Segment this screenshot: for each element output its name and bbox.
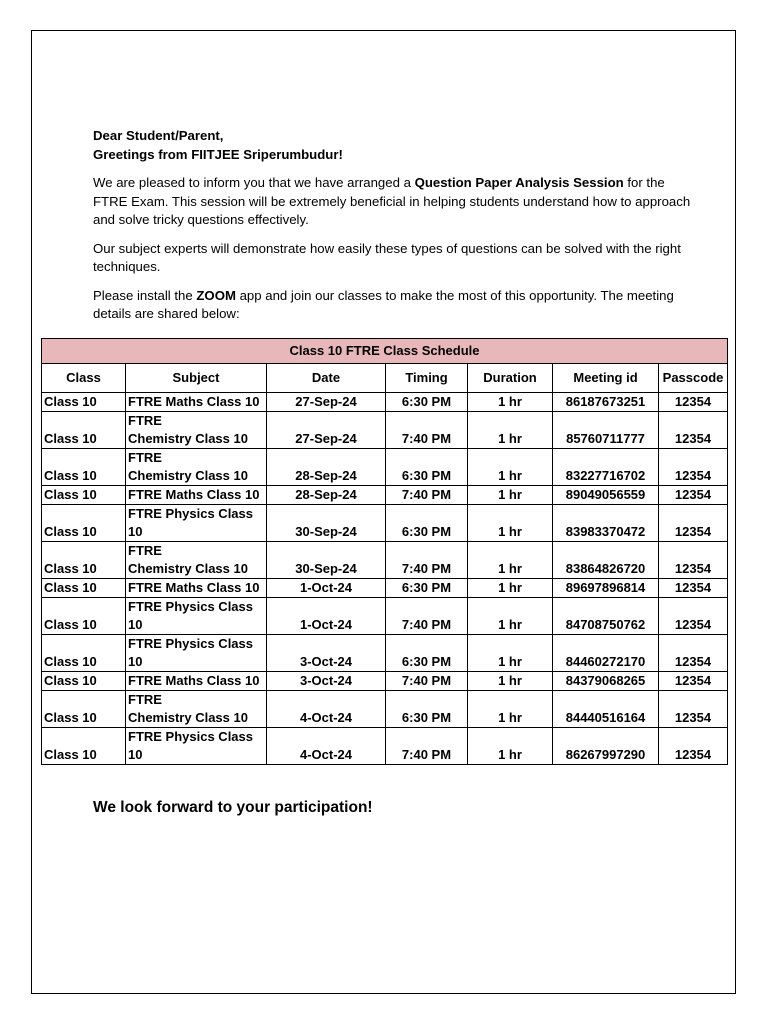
duration-cell: 1 hr (468, 393, 553, 412)
subject-cell: FTRE Maths Class 10 (126, 579, 267, 598)
date-cell: 30-Sep-24 (267, 505, 386, 542)
timing-cell: 7:40 PM (386, 728, 468, 765)
table-row (42, 486, 728, 505)
timing-cell: 6:30 PM (386, 505, 468, 542)
meeting-id-cell: 84440516164 (553, 691, 659, 728)
timing-cell: 7:40 PM (386, 672, 468, 691)
header-subject: Subject (126, 364, 267, 393)
passcode-cell: 12354 (659, 598, 728, 635)
class-cell: Class 10 (42, 635, 126, 672)
subject-cell: FTRE Maths Class 10 (126, 672, 267, 691)
table-row (42, 505, 728, 542)
class-cell: Class 10 (42, 542, 126, 579)
duration-cell: 1 hr (468, 486, 553, 505)
zoom-app-name: ZOOM (196, 287, 236, 303)
header-date: Date (267, 364, 386, 393)
timing-cell: 7:40 PM (386, 542, 468, 579)
passcode-cell: 12354 (659, 449, 728, 486)
date-cell: 27-Sep-24 (267, 412, 386, 449)
date-cell: 28-Sep-24 (267, 449, 386, 486)
subject-cell: FTRE Chemistry Class 10 (126, 412, 267, 449)
header-meeting-id: Meeting id (553, 364, 659, 393)
closing-line: We look forward to your participation! (93, 799, 373, 816)
meeting-id-cell: 85760711777 (553, 412, 659, 449)
schedule-body (42, 393, 728, 765)
schedule-table (41, 338, 728, 765)
subject-cell: FTRE Chemistry Class 10 (126, 691, 267, 728)
duration-cell: 1 hr (468, 691, 553, 728)
passcode-cell: 12354 (659, 505, 728, 542)
timing-cell: 6:30 PM (386, 393, 468, 412)
table-row (42, 691, 728, 728)
meeting-id-cell: 83983370472 (553, 505, 659, 542)
header-duration: Duration (468, 364, 553, 393)
paragraph-experts: Our subject experts will demonstrate how easily these types of questions can be solved with the right techniques. (93, 240, 681, 274)
table-row (42, 393, 728, 412)
meeting-id-cell: 83227716702 (553, 449, 659, 486)
passcode-cell: 12354 (659, 691, 728, 728)
paragraph-intro: We are pleased to inform you that we have arranged a Question Paper Analysis Session for the FTRE Exam. This session will be extremely beneficial in helping students understand how to approach and solve tricky questions effectively. (93, 175, 691, 227)
meeting-id-cell: 86187673251 (553, 393, 659, 412)
timing-cell: 6:30 PM (386, 449, 468, 486)
letter-body (93, 127, 693, 334)
subject-cell: FTRE Maths Class 10 (126, 486, 267, 505)
table-row (42, 728, 728, 765)
class-cell: Class 10 (42, 691, 126, 728)
timing-cell: 6:30 PM (386, 635, 468, 672)
duration-cell: 1 hr (468, 412, 553, 449)
meeting-id-cell: 84460272170 (553, 635, 659, 672)
subject-cell: FTRE Physics Class 10 (126, 635, 267, 672)
class-cell: Class 10 (42, 505, 126, 542)
table-row (42, 542, 728, 579)
duration-cell: 1 hr (468, 579, 553, 598)
session-name: Question Paper Analysis Session (414, 175, 624, 190)
header-passcode: Passcode (659, 364, 728, 393)
meeting-id-cell: 89697896814 (553, 579, 659, 598)
header-timing: Timing (386, 364, 468, 393)
timing-cell: 7:40 PM (386, 486, 468, 505)
passcode-cell: 12354 (659, 579, 728, 598)
table-row (42, 598, 728, 635)
passcode-cell: 12354 (659, 486, 728, 505)
meeting-id-cell: 86267997290 (553, 728, 659, 765)
table-row (42, 635, 728, 672)
passcode-cell: 12354 (659, 728, 728, 765)
subject-cell: FTRE Chemistry Class 10 (126, 542, 267, 579)
duration-cell: 1 hr (468, 598, 553, 635)
class-cell: Class 10 (42, 672, 126, 691)
subject-cell: FTRE Physics Class 10 (126, 598, 267, 635)
date-cell: 4-Oct-24 (267, 728, 386, 765)
date-cell: 1-Oct-24 (267, 598, 386, 635)
date-cell: 1-Oct-24 (267, 579, 386, 598)
timing-cell: 7:40 PM (386, 598, 468, 635)
passcode-cell: 12354 (659, 635, 728, 672)
meeting-id-cell: 83864826720 (553, 542, 659, 579)
timing-cell: 7:40 PM (386, 412, 468, 449)
class-cell: Class 10 (42, 486, 126, 505)
duration-cell: 1 hr (468, 672, 553, 691)
passcode-cell: 12354 (659, 542, 728, 579)
date-cell: 4-Oct-24 (267, 691, 386, 728)
table-row (42, 449, 728, 486)
date-cell: 30-Sep-24 (267, 542, 386, 579)
duration-cell: 1 hr (468, 635, 553, 672)
table-row (42, 579, 728, 598)
date-cell: 3-Oct-24 (267, 672, 386, 691)
meeting-id-cell: 84708750762 (553, 598, 659, 635)
timing-cell: 6:30 PM (386, 691, 468, 728)
date-cell: 3-Oct-24 (267, 635, 386, 672)
passcode-cell: 12354 (659, 412, 728, 449)
table-row (42, 412, 728, 449)
greeting-line: Greetings from FIITJEE Sriperumbudur! (93, 146, 343, 162)
class-cell: Class 10 (42, 393, 126, 412)
duration-cell: 1 hr (468, 728, 553, 765)
passcode-cell: 12354 (659, 393, 728, 412)
date-cell: 28-Sep-24 (267, 486, 386, 505)
subject-cell: FTRE Physics Class 10 (126, 728, 267, 765)
class-cell: Class 10 (42, 412, 126, 449)
passcode-cell: 12354 (659, 672, 728, 691)
duration-cell: 1 hr (468, 505, 553, 542)
duration-cell: 1 hr (468, 449, 553, 486)
meeting-id-cell: 84379068265 (553, 672, 659, 691)
subject-cell: FTRE Chemistry Class 10 (126, 449, 267, 486)
class-cell: Class 10 (42, 449, 126, 486)
schedule-title: Class 10 FTRE Class Schedule (42, 339, 728, 364)
subject-cell: FTRE Maths Class 10 (126, 393, 267, 412)
class-cell: Class 10 (42, 579, 126, 598)
paragraph-zoom: Please install the ZOOM app and join our classes to make the most of this opportunity. The meeting details are shared below: (93, 287, 674, 321)
duration-cell: 1 hr (468, 542, 553, 579)
meeting-id-cell: 89049056559 (553, 486, 659, 505)
date-cell: 27-Sep-24 (267, 393, 386, 412)
table-row (42, 672, 728, 691)
timing-cell: 6:30 PM (386, 579, 468, 598)
letter-greeting (93, 127, 693, 164)
salutation: Dear Student/Parent, (93, 128, 224, 143)
class-cell: Class 10 (42, 598, 126, 635)
subject-cell: FTRE Physics Class 10 (126, 505, 267, 542)
header-row (42, 364, 728, 393)
header-class: Class (42, 364, 126, 393)
class-cell: Class 10 (42, 728, 126, 765)
